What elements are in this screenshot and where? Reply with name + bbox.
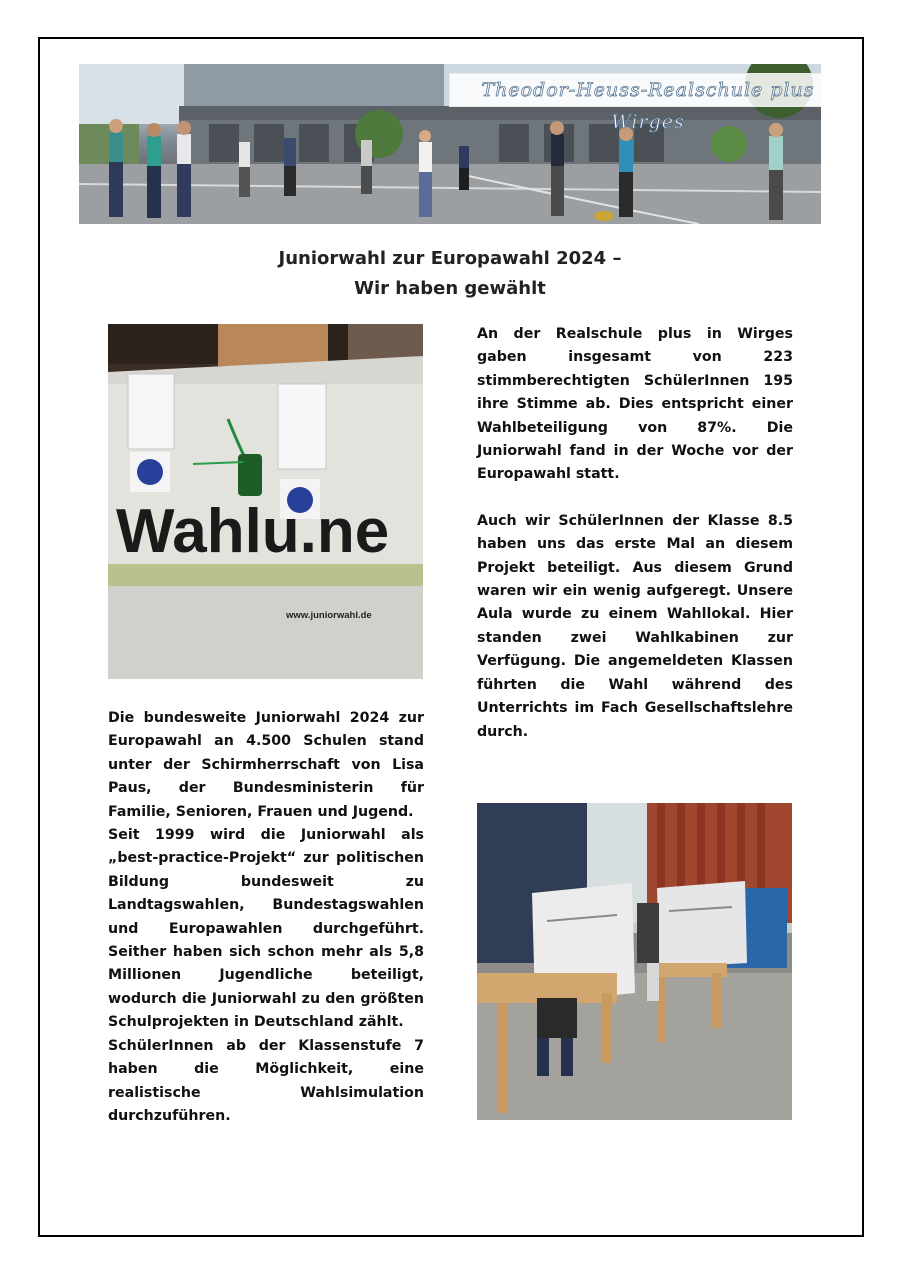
voting-booths-photo <box>477 803 792 1120</box>
school-banner-photo <box>79 64 821 224</box>
left-paragraph-1: Die bundesweite Juniorwahl 2024 zur Europawahl an 4.500 Schulen stand unter der Schirmherrschaft von Lisa Paus, der Bundesministerin für Familie, Senioren, Frauen und Jugend. <box>108 710 424 820</box>
left-paragraph-2: Seit 1999 wird die Juniorwahl als „best-practice-Projekt“ zur politischen Bildung bundesweit zu Landtagswahlen, Bundestagswahlen und Europawahlen durchgeführt. Seither haben sich schon mehr als 5,8 Millionen Jugendliche beteiligt, wodurch die Juniorwahl zu den größten Schulprojekten in Deutschland zählt. <box>108 827 424 1031</box>
ballot-box-photo <box>108 324 423 679</box>
right-paragraph-1: An der Realschule plus in Wirges gaben insgesamt von 223 stimmberechtigten SchülerInnen 195 ihre Stimme ab. Dies entspricht einer Wahlbeteiligung von 87%. Die Juniorwahl fand in der Woche vor der Europawahl statt. <box>477 326 793 483</box>
headline-line-1: Juniorwahl zur Europawahl 2024 – <box>278 248 622 269</box>
left-article-column <box>108 707 424 1128</box>
right-article-column <box>477 323 793 744</box>
right-paragraph-2: Auch wir SchülerInnen der Klasse 8.5 haben uns das erste Mal an diesem Projekt beteiligt. Aus diesem Grund waren wir ein wenig aufgeregt. Unsere Aula wurde zu einem Wahllokal. Hier standen zwei Wahlkabinen zur Verfügung. Die angemeldeten Klassen führten die Wahl während des Unterrichts im Fach Gesellschaftslehre durch. <box>477 512 793 740</box>
ballot-box-lettering: Wahlu.ne <box>116 497 390 566</box>
ballot-box-url: www.juniorwahl.de <box>286 610 372 621</box>
school-name-banner: Theodor-Heuss-Realschule plus Wirges <box>449 73 821 107</box>
headline-line-2: Wir haben gewählt <box>354 278 546 299</box>
left-paragraph-3: SchülerInnen ab der Klassenstufe 7 haben die Möglichkeit, eine realistische Wahlsimulation durchzuführen. <box>108 1037 424 1124</box>
article-headline <box>120 244 780 304</box>
